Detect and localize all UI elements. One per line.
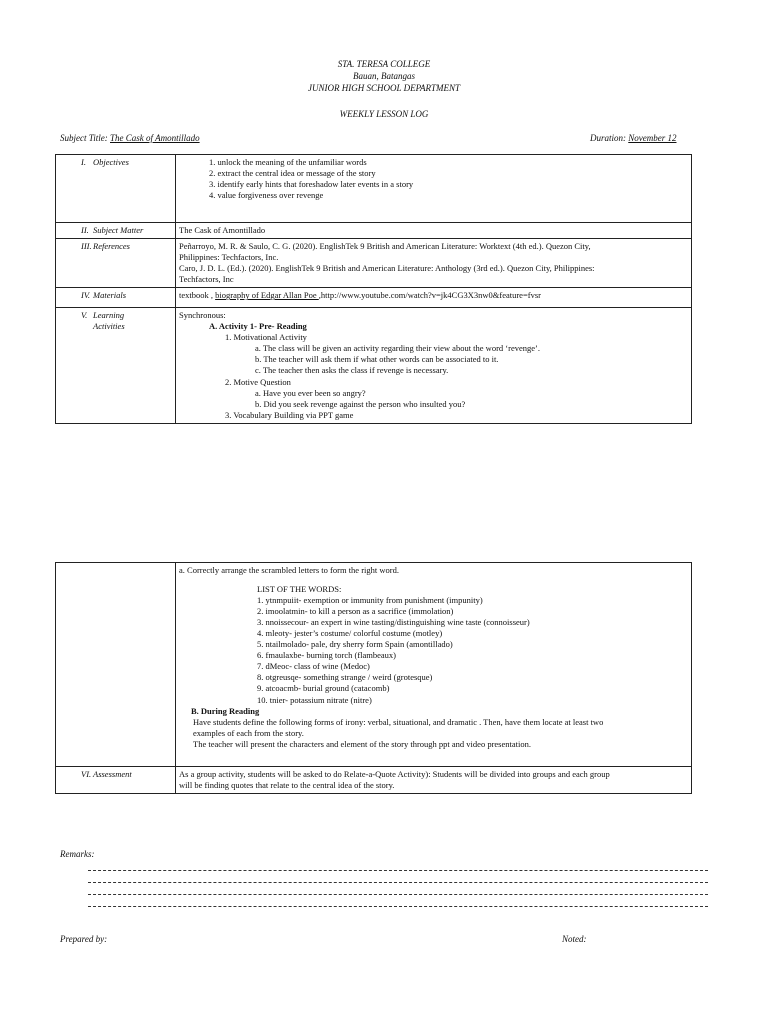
references-list: [176, 239, 692, 288]
word-item: 6. fmaulaxbe- burning torch (flambeaux): [257, 650, 397, 661]
materials-url[interactable]: ,http://www.youtube.com/watch?v=jk4CG3X3nw0&feature=fvsr: [318, 290, 541, 301]
lesson-log-table-continued: [55, 562, 692, 794]
duration-label: Duration:: [590, 133, 626, 143]
activity-a-heading: A. Activity 1- Pre- Reading: [209, 321, 307, 332]
assessment-label: VI. Assessment: [56, 766, 176, 793]
scramble-instruction: a. Correctly arrange the scrambled letters to form the right word.: [179, 565, 399, 575]
word-item: 7. dMeoc- class of wine (Medoc): [257, 661, 370, 672]
word-list-title: LIST OF THE WORDS:: [257, 584, 342, 595]
motivational-activity: 1. Motivational Activity: [225, 332, 307, 343]
learning-activities-label: V. Learning Activities: [56, 308, 176, 423]
learning-activities-continued-row: [56, 563, 692, 767]
materials-value: [176, 288, 692, 308]
duration-row: [590, 133, 677, 145]
learning-activities-continued: [176, 563, 692, 767]
learning-activities-row: [56, 308, 692, 423]
subject-title-value: The Cask of Amontillado: [110, 133, 200, 143]
assessment-content: [176, 766, 692, 793]
during-reading-line: Have students define the following forms of irony: verbal, situational, and dramatic . Then, have them locate at least two: [193, 716, 604, 727]
objectives-list: [176, 155, 692, 223]
vocabulary-building: 3. Vocabulary Building via PPT game: [225, 409, 354, 420]
remarks-line: [88, 906, 708, 907]
school-location: Bauan, Batangas: [353, 71, 415, 81]
motive-item: a. Have you ever been so angry?: [255, 387, 366, 398]
word-item: 2. imoolatmin- to kill a person as a sacrifice (immolation): [257, 606, 454, 617]
objective-item: 1. unlock the meaning of the unfamiliar words: [209, 157, 367, 167]
remarks-line: [88, 894, 708, 895]
document-title: WEEKLY LESSON LOG: [339, 109, 429, 119]
objective-item: 2. extract the central idea or message of the story: [209, 168, 376, 179]
materials-row: [56, 288, 692, 308]
subject-title-row: [60, 133, 200, 145]
subject-matter-row: [56, 223, 692, 239]
word-item: 1. ytnmpuiit- exemption or immunity from punishment (impunity): [257, 595, 483, 606]
school-name: STA. TERESA COLLEGE: [337, 59, 431, 69]
assessment-line: As a group activity, students will be asked to do Relate-a-Quote Activity): Students will be divided into groups and each group: [179, 768, 610, 779]
word-item: 10. tnier- potassium nitrate (nitre): [257, 694, 372, 705]
word-item: 8. otgreusqe- something strange / weird (grotesque): [257, 672, 433, 683]
during-reading-line: examples of each from the story.: [193, 727, 304, 738]
remarks-line: [88, 870, 708, 871]
objective-item: 4. value forgiveness over revenge: [209, 190, 324, 201]
objectives-row: [56, 155, 692, 223]
motivational-item: c. The teacher then asks the class if revenge is necessary.: [255, 365, 449, 376]
reference-line: Caro, J. D. L. (Ed.). (2020). EnglishTek 9 British and American Literature: Anthology (3rd ed.). Quezon City, Philippines:: [179, 263, 595, 274]
subject-matter-label: II. Subject Matter: [56, 223, 176, 239]
assessment-line: will be finding quotes that relate to the central idea of the story.: [179, 779, 395, 790]
remarks-line: [88, 882, 708, 883]
objectives-label: I. Objectives: [56, 155, 176, 223]
during-reading-heading: B. During Reading: [191, 705, 260, 716]
motive-item: b. Did you seek revenge against the person who insulted you?: [255, 398, 466, 409]
noted-label: Noted:: [562, 934, 587, 944]
poe-biography-link[interactable]: biography of Edgar Allan Poe: [215, 290, 319, 301]
subject-title-label: Subject Title:: [60, 133, 108, 143]
references-label: III.References: [56, 239, 176, 288]
materials-prefix: textbook ,: [179, 290, 216, 301]
department-name: JUNIOR HIGH SCHOOL DEPARTMENT: [308, 83, 460, 93]
during-reading-line: The teacher will present the characters and element of the story through ppt and video presentation.: [193, 738, 531, 749]
word-item: 3. nnoissecour- an expert in wine tasting/distinguishing wine taste (connoisseur): [257, 617, 530, 628]
word-item: 5. ntailmolado- pale, dry sherry form Spain (amontillado): [257, 639, 453, 650]
reference-line: Techfactors, Inc: [179, 274, 234, 285]
materials-label: IV. Materials: [56, 288, 176, 308]
references-row: [56, 239, 692, 288]
subject-matter-value: The Cask of Amontillado: [176, 223, 692, 239]
reference-line: Peñarroyo, M. R. & Saulo, C. G. (2020). EnglishTek 9 British and American Literature: Worktext (4th ed.). Quezon City,: [179, 241, 591, 252]
word-item: 4. mleoty- jester’s costume/ colorful costume (motley): [257, 628, 443, 639]
synchronous-label: Synchronous:: [179, 310, 226, 321]
lesson-log-table: [55, 154, 692, 424]
prepared-by-label: Prepared by:: [60, 934, 108, 944]
reference-line: Philippines: Techfactors, Inc.: [179, 252, 279, 263]
word-item: 9. atcoacmb- burial ground (catacomb): [257, 683, 390, 694]
assessment-row: [56, 766, 692, 793]
learning-activities-content: [176, 308, 692, 423]
empty-label-cell: [56, 563, 176, 767]
motivational-item: b. The teacher will ask them if what other words can be associated to it.: [255, 354, 499, 365]
remarks-label: Remarks:: [60, 849, 95, 859]
motive-question: 2. Motive Question: [225, 376, 291, 387]
objective-item: 3. identify early hints that foreshadow later events in a story: [209, 179, 414, 190]
duration-value: November 12: [628, 133, 677, 143]
motivational-item: a. The class will be given an activity regarding their view about the word ‘revenge’.: [255, 343, 540, 354]
